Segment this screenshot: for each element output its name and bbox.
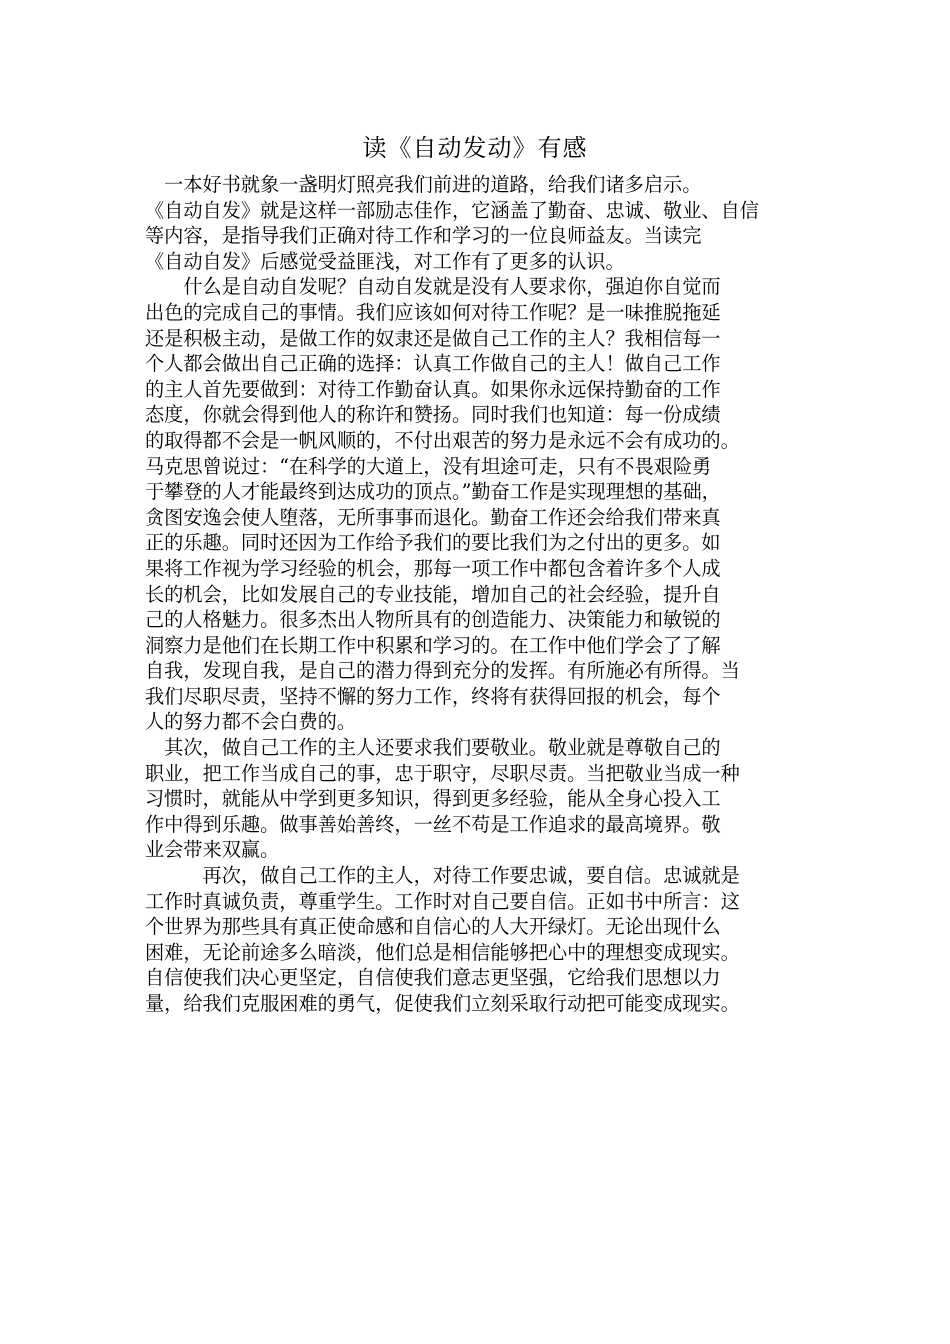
text-line: 一本好书就象一盏明灯照亮我们前进的道路，给我们诸多启示。 xyxy=(145,173,702,196)
text-line: 正的乐趣。同时还因为工作给予我们的要比我们为之付出的更多。如 xyxy=(145,531,721,555)
text-line: 长的机会，比如发展自己的专业技能，增加自己的社会经验，提升自 xyxy=(145,582,721,606)
text-line: 洞察力是他们在长期工作中积累和学习的。在工作中他们学会了了解 xyxy=(145,633,721,657)
text-line: 的取得都不会是一帆风顺的，不付出艰苦的努力是永远不会有成功的。 xyxy=(145,428,740,452)
text-line: 个人都会做出自己正确的选择：认真工作做自己的主人！做自己工作 xyxy=(145,352,721,376)
document-body xyxy=(145,172,815,1017)
document-title: 读《自动发动》有感 xyxy=(362,134,588,162)
text-line: 自信使我们决心更坚定，自信使我们意志更坚强，它给我们思想以力 xyxy=(145,966,721,990)
text-line: 贪图安逸会使人堕落，无所事事而退化。勤奋工作还会给我们带来真 xyxy=(145,505,721,529)
text-line: 《自动自发》后感觉受益匪浅，对工作有了更多的认识。 xyxy=(145,249,625,273)
text-line: 再次，做自己工作的主人，对待工作要忠诚，要自信。忠诚就是 xyxy=(145,864,740,888)
text-line: 态度，你就会得到他人的称许和赞扬。同时我们也知道：每一份成绩 xyxy=(145,403,721,427)
text-line: 马克思曾说过：“在科学的大道上，没有坦途可走，只有不畏艰险勇 xyxy=(145,454,712,478)
text-line: 个世界为那些具有真正使命感和自信心的人大开绿灯。无论出现什么 xyxy=(145,915,721,939)
text-line: 量，给我们克服困难的勇气，促使我们立刻采取行动把可能变成现实。 xyxy=(145,992,740,1015)
text-line: 还是积极主动，是做工作的奴隶还是做自己工作的主人？我相信每一 xyxy=(145,326,721,350)
text-line: 于攀登的人才能最终到达成功的顶点。”勤奋工作是实现理想的基础， xyxy=(145,480,721,504)
text-line: 果将工作视为学习经验的机会，那每一项工作中都包含着许多个人成 xyxy=(145,556,721,580)
text-line: 的主人首先要做到：对待工作勤奋认真。如果你永远保持勤奋的工作 xyxy=(145,377,721,401)
text-line: 《自动自发》就是这样一部励志佳作，它涵盖了勤奋、忠诚、敬业、自信 xyxy=(145,198,759,222)
text-line: 自我，发现自我，是自己的潜力得到充分的发挥。有所施必有所得。当 xyxy=(145,659,740,683)
text-line: 工作时真诚负责，尊重学生。工作时对自己要自信。正如书中所言：这 xyxy=(145,889,740,913)
text-line: 习惯时，就能从中学到更多知识，得到更多经验，能从全身心投入工 xyxy=(145,787,721,811)
text-line: 职业，把工作当成自己的事，忠于职守，尽职尽责。当把敬业当成一种 xyxy=(145,761,740,785)
text-line: 我们尽职尽责，坚持不懈的努力工作，终将有获得回报的机会，每个 xyxy=(145,684,721,708)
text-line: 人的努力都不会白费的。 xyxy=(145,710,357,734)
text-line: 己的人格魅力。很多杰出人物所具有的创造能力、决策能力和敏锐的 xyxy=(145,608,721,632)
text-line: 困难，无论前途多么暗淡，他们总是相信能够把心中的理想变成现实。 xyxy=(145,940,740,964)
text-line: 什么是自动自发呢？自动自发就是没有人要求你，强迫你自觉而 xyxy=(145,275,721,299)
text-line: 其次，做自己工作的主人还要求我们要敬业。敬业就是尊敬自己的 xyxy=(145,736,721,760)
text-line: 业会带来双赢。 xyxy=(145,838,280,862)
text-line: 等内容，是指导我们正确对待工作和学习的一位良师益友。当读完 xyxy=(145,224,702,248)
text-line: 出色的完成自己的事情。我们应该如何对待工作呢？是一味推脱拖延 xyxy=(145,300,721,324)
text-line: 作中得到乐趣。做事善始善终，一丝不苟是工作追求的最高境界。敬 xyxy=(145,812,721,836)
